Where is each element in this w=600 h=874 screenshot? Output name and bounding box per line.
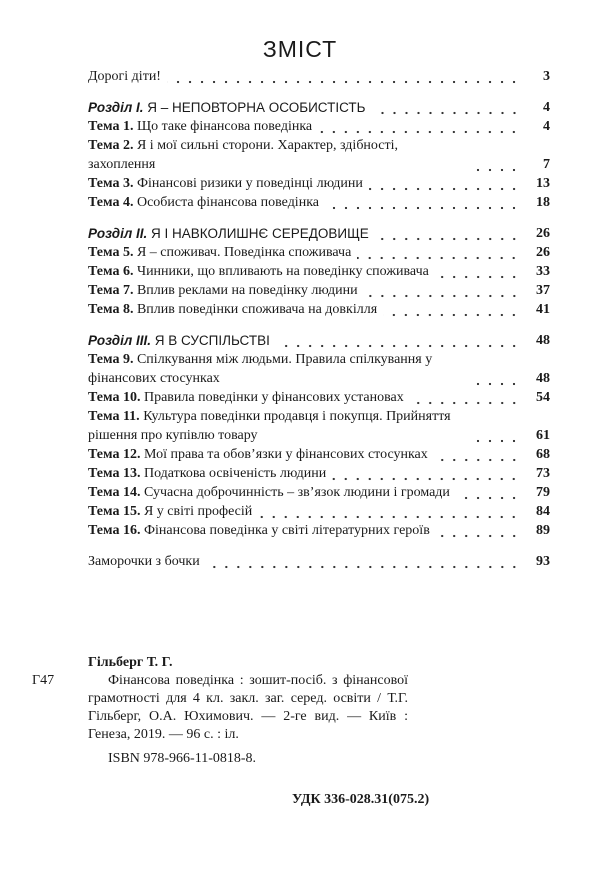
dot-leader xyxy=(456,483,520,502)
section-label xyxy=(88,224,369,243)
toc-section-2[interactable] xyxy=(88,224,550,243)
toc-topic[interactable] xyxy=(88,281,550,300)
page-number: 26 xyxy=(536,245,550,260)
topic-title: Я і мої сильні сторони. Характер, здібності, захоплення xyxy=(88,138,398,172)
biblio-isbn: ISBN 978-966-11-0818-8. xyxy=(108,751,257,766)
dot-leader xyxy=(276,331,520,350)
section-label xyxy=(88,98,366,117)
dot-leader xyxy=(434,445,520,464)
topic-title: Вплив поведінки споживача на довкілля xyxy=(136,302,378,317)
topic-label xyxy=(88,350,468,388)
page-number: 89 xyxy=(536,523,550,538)
topic-label xyxy=(88,136,468,174)
section-title: Я І НАВКОЛИШНЄ СЕРЕДОВИЩЕ xyxy=(151,226,369,241)
page-title: ЗМІСТ xyxy=(262,36,338,62)
page-number: 68 xyxy=(536,447,550,462)
biblio-code: Г47 xyxy=(32,673,55,688)
topic-title: Я – споживач. Поведінка споживача xyxy=(136,245,352,260)
page-number: 48 xyxy=(536,333,550,348)
dot-leader xyxy=(258,502,520,521)
topic-title: Вплив реклами на поведінку людини xyxy=(136,283,358,298)
page-number: 79 xyxy=(536,485,550,500)
dot-leader xyxy=(474,369,520,388)
toc-section-3[interactable] xyxy=(88,331,550,350)
section-label xyxy=(88,331,270,350)
page-number: 26 xyxy=(536,226,550,241)
dot-leader xyxy=(332,464,520,483)
topic-title: Податкова освіченість людини xyxy=(143,466,327,481)
dot-leader xyxy=(206,552,520,571)
toc-section-1[interactable] xyxy=(88,98,550,117)
toc-topic[interactable] xyxy=(88,483,550,502)
toc-topic[interactable] xyxy=(88,388,550,407)
toc-topic[interactable] xyxy=(88,502,550,521)
toc-entry-outro[interactable] xyxy=(88,552,550,571)
topic-number: Тема 6. xyxy=(88,264,134,279)
topic-label xyxy=(88,407,468,445)
dot-leader xyxy=(436,521,520,540)
page-number: 7 xyxy=(543,157,550,172)
page-number: 41 xyxy=(536,302,550,317)
page-number: 48 xyxy=(536,371,550,386)
toc-topic[interactable] xyxy=(88,521,550,540)
topic-title: Мої права та обов’язки у фінансових стосунках xyxy=(143,447,428,462)
entry-label: Заморочки з бочки xyxy=(88,554,200,569)
dot-leader xyxy=(375,224,520,243)
toc-topic[interactable] xyxy=(88,136,550,174)
dot-leader xyxy=(435,262,520,281)
entry-label: Дорогі діти! xyxy=(88,69,161,84)
topic-number: Тема 5. xyxy=(88,245,134,260)
topic-number: Тема 12. xyxy=(88,447,141,462)
toc-topic[interactable] xyxy=(88,407,550,445)
toc-entry-intro[interactable] xyxy=(88,67,550,86)
dot-leader xyxy=(364,281,520,300)
topic-title: Особиста фінансова поведінка xyxy=(136,195,319,210)
dot-leader xyxy=(383,300,520,319)
dot-leader xyxy=(474,426,520,445)
topic-label xyxy=(88,193,319,212)
section-prefix: Розділ III. xyxy=(88,333,152,348)
page-number: 33 xyxy=(536,264,550,279)
topic-label xyxy=(88,300,377,319)
topic-number: Тема 2. xyxy=(88,138,134,153)
toc-topic[interactable] xyxy=(88,193,550,212)
topic-label xyxy=(88,388,404,407)
topic-number: Тема 3. xyxy=(88,176,134,191)
topic-label xyxy=(88,174,363,193)
section-title: Я В СУСПІЛЬСТВІ xyxy=(154,333,270,348)
topic-title: Правила поведінки у фінансових установах xyxy=(143,390,404,405)
page-number: 3 xyxy=(543,69,550,84)
dot-leader xyxy=(372,98,521,117)
topic-number: Тема 8. xyxy=(88,302,134,317)
toc-topic[interactable] xyxy=(88,445,550,464)
topic-label xyxy=(88,464,326,483)
page-number: 4 xyxy=(543,119,550,134)
toc-topic[interactable] xyxy=(88,464,550,483)
toc-topic[interactable] xyxy=(88,243,550,262)
page-number: 54 xyxy=(536,390,550,405)
section-prefix: Розділ II. xyxy=(88,226,148,241)
dot-leader xyxy=(325,193,520,212)
toc-topic[interactable] xyxy=(88,262,550,281)
dot-leader xyxy=(357,243,520,262)
dot-leader xyxy=(167,67,520,86)
topic-number: Тема 13. xyxy=(88,466,141,481)
toc-topic[interactable] xyxy=(88,117,550,136)
page-number: 13 xyxy=(536,176,550,191)
toc-topic[interactable] xyxy=(88,300,550,319)
topic-label xyxy=(88,502,252,521)
topic-label xyxy=(88,445,428,464)
dot-leader xyxy=(410,388,520,407)
biblio-description: Фінансова поведінка : зошит-посіб. з фінансової грамотності для 4 кл. закл. заг. серед. освіти / Т.Г. Гільберг, О.А. Юхимович. — 2-ге вид. — Київ : Генеза, 2019. — 96 с. : іл. xyxy=(88,673,408,742)
topic-title: Спілкування між людьми. Правила спілкування у фінансових стосунках xyxy=(88,352,433,386)
topic-title: Що таке фінансова поведінка xyxy=(136,119,313,134)
section-prefix: Розділ I. xyxy=(88,100,144,115)
topic-title: Фінансові ризики у поведінці людини xyxy=(136,176,363,191)
topic-label xyxy=(88,483,450,502)
page-number: 4 xyxy=(543,100,550,115)
bibliographic-record xyxy=(32,654,552,809)
biblio-udk: УДК 336-028.31(075.2) xyxy=(292,792,430,807)
page-number: 84 xyxy=(536,504,550,519)
topic-title: Сучасна доброчинність – зв’язок людини і громади xyxy=(143,485,450,500)
dot-leader xyxy=(474,155,520,174)
dot-leader xyxy=(369,174,520,193)
topic-label xyxy=(88,281,358,300)
topic-title: Фінансова поведінка у світі літературних героїв xyxy=(143,523,430,538)
topic-number: Тема 9. xyxy=(88,352,134,367)
toc-topic[interactable] xyxy=(88,174,550,193)
topic-number: Тема 1. xyxy=(88,119,134,134)
topic-number: Тема 7. xyxy=(88,283,134,298)
section-title: Я – НЕПОВТОРНА ОСОБИСТІСТЬ xyxy=(147,100,366,115)
topic-label xyxy=(88,117,312,136)
topic-number: Тема 15. xyxy=(88,504,141,519)
topic-number: Тема 14. xyxy=(88,485,141,500)
toc-topic[interactable] xyxy=(88,350,550,388)
topic-title: Я у світі професій xyxy=(143,504,253,519)
topic-number: Тема 16. xyxy=(88,523,141,538)
topic-number: Тема 4. xyxy=(88,195,134,210)
topic-number: Тема 10. xyxy=(88,390,141,405)
page-number: 61 xyxy=(536,428,550,443)
topic-label xyxy=(88,243,351,262)
topic-label xyxy=(88,262,429,281)
topic-label xyxy=(88,521,430,540)
topic-number: Тема 11. xyxy=(88,409,140,424)
dot-leader xyxy=(318,117,520,136)
page-number: 93 xyxy=(536,554,550,569)
topic-title: Культура поведінки продавця і покупця. Прийняття рішення про купівлю товару xyxy=(88,409,451,443)
topic-title: Чинники, що впливають на поведінку споживача xyxy=(136,264,429,279)
page-number: 37 xyxy=(536,283,550,298)
biblio-author: Гільберг Т. Г. xyxy=(88,655,173,670)
page-number: 73 xyxy=(536,466,550,481)
page-number: 18 xyxy=(536,195,550,210)
table-of-contents xyxy=(88,67,550,571)
